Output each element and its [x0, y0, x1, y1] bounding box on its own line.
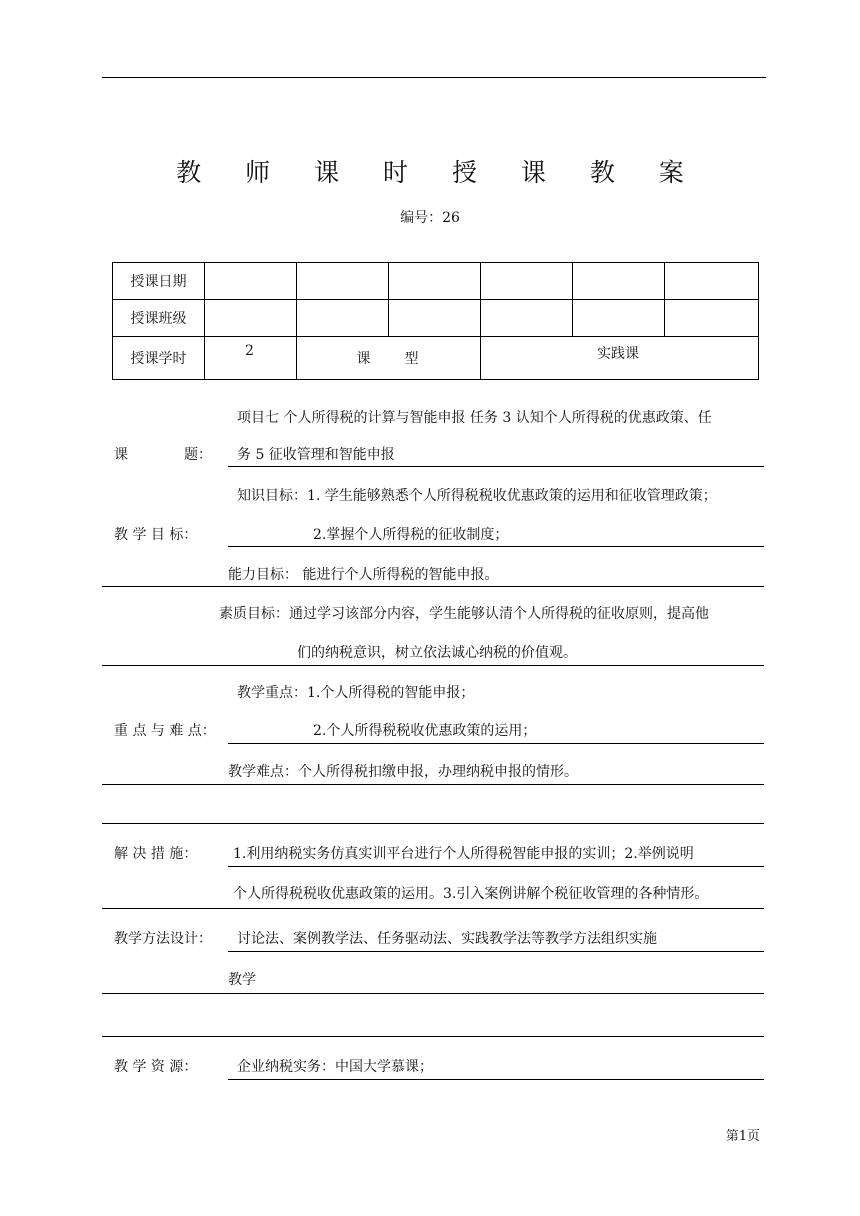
difficulty-point: 教学难点：个人所得税扣缴申报，办理纳税申报的情形。	[228, 764, 578, 780]
topic-label: 课 题：	[114, 447, 212, 463]
methods-label: 教学方法设计：	[114, 931, 212, 947]
topic-line-2: 务 5 征收管理和智能申报	[237, 447, 395, 463]
measures-underline-2	[102, 908, 764, 909]
measures-line-1: 1.利用纳税实务仿真实训平台进行个人所得税智能申报的实训；2.举例说明	[233, 846, 694, 862]
row-label-class: 授课班级	[113, 300, 205, 337]
schedule-table	[112, 262, 759, 380]
resources-label: 教 学 资 源：	[114, 1059, 198, 1075]
table-cell	[389, 300, 481, 337]
page-number: 第1页	[725, 1129, 760, 1144]
ability-objective: 能力目标： 能进行个人所得税的智能申报。	[228, 567, 499, 583]
row-label-date: 授课日期	[113, 263, 205, 300]
ability-underline	[102, 586, 764, 587]
key-point-2: 2.个人所得税税收优惠政策的运用；	[313, 723, 537, 739]
table-cell	[481, 263, 573, 300]
quality-objective-2: 们的纳税意识，树立依法诚心纳税的价值观。	[297, 645, 577, 661]
measures-label: 解 决 措 施：	[114, 846, 198, 862]
difficulty-underline	[102, 784, 764, 785]
hours-value: 2	[205, 337, 297, 380]
methods-line-2: 教学	[228, 972, 256, 988]
table-row	[113, 263, 759, 300]
document-title: 教 师 课 时 授 课 教 案	[176, 158, 702, 187]
objectives-label: 教 学 目 标：	[114, 527, 198, 543]
objectives-underline	[228, 546, 764, 547]
methods-underline-1	[228, 951, 764, 952]
section-divider	[102, 1036, 764, 1037]
topic-line-1: 项目七 个人所得税的计算与智能申报 任务 3 认知个人所得税的优惠政策、任	[237, 410, 712, 426]
table-cell	[389, 263, 481, 300]
table-cell	[573, 263, 665, 300]
quality-underline	[102, 665, 764, 666]
section-divider	[102, 823, 764, 824]
table-cell	[297, 263, 389, 300]
type-label: 课 型	[297, 337, 481, 380]
resources-underline	[228, 1079, 764, 1080]
table-cell	[573, 300, 665, 337]
table-row	[113, 300, 759, 337]
header-rule	[102, 77, 766, 78]
quality-objective-1: 素质目标：通过学习该部分内容，学生能够认清个人所得税的征收原则，提高他	[219, 606, 709, 622]
measures-line-2: 个人所得税税收优惠政策的运用。3.引入案例讲解个税征收管理的各种情形。	[233, 886, 709, 902]
serial-number: 编号：26	[400, 210, 460, 226]
table-cell	[481, 300, 573, 337]
row-label-hours: 授课学时	[113, 337, 205, 380]
knowledge-objective-2: 2.掌握个人所得税的征收制度；	[313, 527, 509, 543]
methods-underline-2	[102, 993, 764, 994]
knowledge-objective: 知识目标：1. 学生能够熟悉个人所得税税收优惠政策的运用和征收管理政策；	[237, 488, 717, 504]
keypoints-label: 重 点 与 难 点：	[114, 723, 216, 739]
table-cell	[205, 263, 297, 300]
type-value: 实践课	[481, 337, 759, 380]
table-cell	[297, 300, 389, 337]
measures-underline-1	[228, 866, 764, 867]
table-row	[113, 337, 759, 380]
table-cell	[665, 300, 759, 337]
keypoints-underline	[228, 743, 764, 744]
topic-underline	[228, 466, 764, 467]
table-cell	[205, 300, 297, 337]
table-cell	[665, 263, 759, 300]
methods-line-1: 讨论法、案例教学法、任务驱动法、实践教学法等教学方法组织实施	[237, 931, 657, 947]
resources-line-1: 企业纳税实务：中国大学慕课；	[237, 1059, 433, 1075]
key-point-1: 教学重点：1.个人所得税的智能申报；	[237, 685, 475, 701]
